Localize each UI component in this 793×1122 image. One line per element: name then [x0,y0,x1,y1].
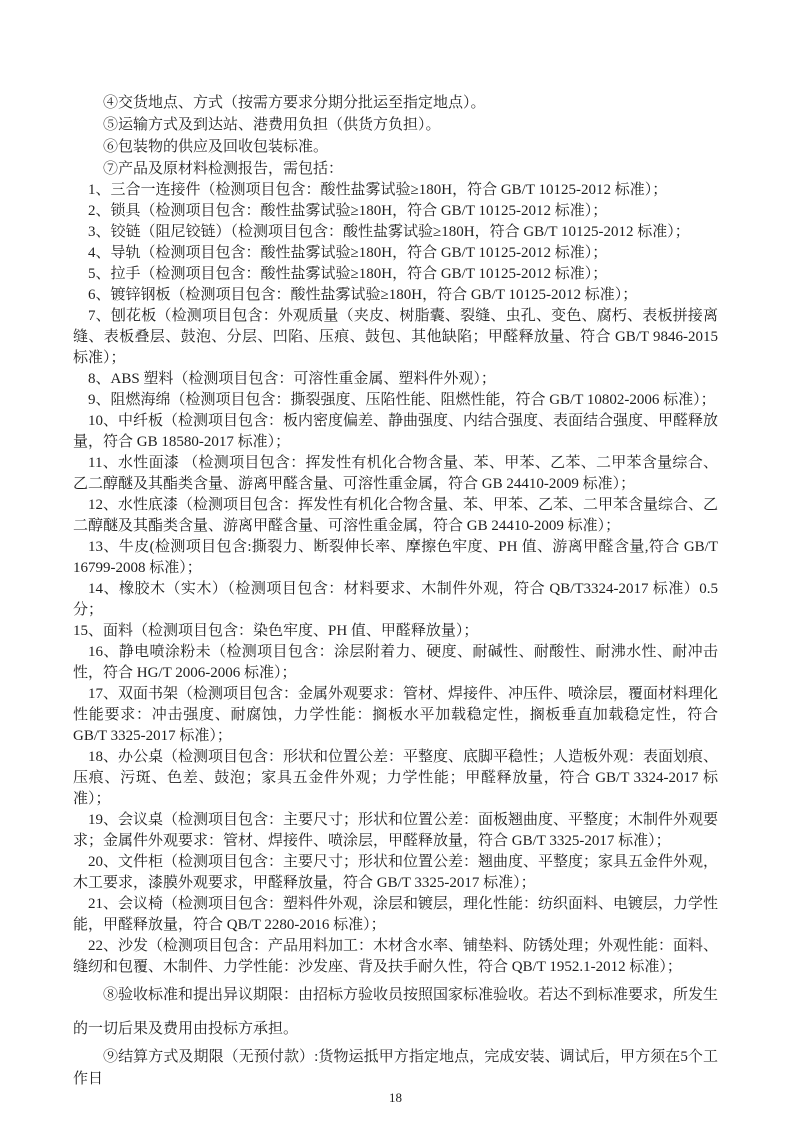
clause-transport-costs: ⑤运输方式及到达站、港费用负担（供货方负担）。 [103,117,441,133]
item-5-handles: 5、拉手（检测项目包含：酸性盐雾试验≥180H，符合 GB/T 10125-2012 标准）； [88,266,608,282]
item-9-flame-retardant-foam: 9、阻燃海绵（检测项目包含：撕裂强度、压陷性能、阻燃性能，符合 GB/T 10802-2006 标准）； [88,392,716,408]
item-2-locks: 2、锁具（检测项目包含：酸性盐雾试验≥180H，符合 GB/T 10125-2012 标准）； [88,203,608,219]
item-3-hinges: 3、铰链（阻尼铰链）（检测项目包含：酸性盐雾试验≥180H，符合 GB/T 10125-2012 标准）； [88,224,690,240]
clause-test-reports-heading: ⑦产品及原材料检测报告，需包括： [103,161,344,177]
item-6-galvanized-steel: 6、镀锌钢板（检测项目包含：酸性盐雾试验≥180H，符合 GB/T 10125-2012 标准）； [88,287,638,303]
page-number: 18 [389,1090,402,1105]
item-8-abs-plastic: 8、ABS 塑料（检测项目包含：可溶性重金属、塑料件外观）； [88,371,496,387]
item-20-file-cabinet: 20、文件柜（检测项目包含：主要尺寸；形状和位置公差：翘曲度、平整度；家具五金件外观，木工要求，漆膜外观要求，甲醛释放量，符合 GB/T 3325-2017 标准）； [73,854,719,891]
item-21-conference-chair: 21、会议椅（检测项目包含：塑料件外观，涂层和镀层，理化性能：纺织面料、电镀层，力学性能，甲醛释放量，符合 QB/T 2280-2016 标准）； [73,896,719,933]
item-7-particleboard: 7、刨花板（检测项目包含：外观质量（夹皮、树脂囊、裂缝、虫孔、变色、腐朽、表板拼接离缝、表板叠层、鼓泡、分层、凹陷、压痕、鼓包、其他缺陷；甲醛释放量、符合 GB/T 9846-2015 标准）； [73,308,718,366]
clause-settlement-terms: ⑨结算方式及期限（无预付款）:货物运抵甲方指定地点，完成安装、调试后，甲方须在5个工作日 [73,1049,718,1087]
item-19-conference-table: 19、会议桌（检测项目包含：主要尺寸；形状和位置公差：面板翘曲度、平整度；木制件外观要求；金属件外观要求：管材、焊接件、喷涂层，甲醛释放量，符合 GB/T 3325-2017 标准）； [73,812,719,849]
item-1-connectors: 1、三合一连接件（检测项目包含：酸性盐雾试验≥180H，符合 GB/T 10125-2012 标准）； [88,182,668,198]
clause-packaging: ⑥包装物的供应及回收包装标准。 [103,139,329,155]
item-18-office-desk: 18、办公桌（检测项目包含：形状和位置公差：平整度、底脚平稳性；人造板外观：表面划痕、压痕、污斑、色差、鼓泡；家具五金件外观；力学性能；甲醛释放量，符合 GB/T 3324-2017 标准）； [73,749,719,807]
item-22-sofa: 22、沙发（检测项目包含：产品用料加工：木材含水率、铺垫料、防锈处理；外观性能：面料、缝纫和包覆、木制件、力学性能：沙发座、背及扶手耐久性，符合 QB/T 1952.1-2012 标准）； [73,938,719,975]
item-11-waterborne-topcoat: 11、水性面漆 （检测项目包含：挥发性有机化合物含量、苯、甲苯、乙苯、二甲苯含量综合、乙二醇醚及其酯类含量、游离甲醛含量、可溶性重金属，符合 GB 24410-2009 标准）； [73,455,718,492]
clause-delivery-location: ④交货地点、方式（按需方要求分期分批运至指定地点）。 [103,95,486,111]
item-10-mdf-board: 10、中纤板（检测项目包含：板内密度偏差、静曲强度、内结合强度、表面结合强度、甲醛释放量，符合 GB 18580-2017 标准）； [73,413,719,450]
item-14-rubberwood: 14、橡胶木（实木）（检测项目包含：材料要求、木制件外观，符合 QB/T3324-2017 标准）0.5 分； [73,581,718,618]
item-16-electrostatic-powder: 16、静电喷涂粉未（检测项目包含：涂层附着力、硬度、耐碱性、耐酸性、耐沸水性、耐冲击性，符合 HG/T 2006-2006 标准）； [73,644,718,681]
clause-acceptance-standard: ⑧验收标准和提出异议期限：由招标方验收员按照国家标准验收。若达不到标准要求，所发生的一切后果及费用由投标方承担。 [73,987,719,1037]
item-4-slides: 4、导轨（检测项目包含：酸性盐雾试验≥180H，符合 GB/T 10125-2012 标准）； [88,245,608,261]
item-15-fabric: 15、面料（检测项目包含：染色牢度、PH 值、甲醛释放量）； [73,623,479,639]
item-13-cowhide: 13、牛皮(检测项目包含:撕裂力、断裂伸长率、摩擦色牢度、PH 值、游离甲醛含量,符合 GB/T 16799-2008 标准）； [73,539,718,576]
item-17-double-sided-bookshelf: 17、双面书架（检测项目包含：金属外观要求：管材、焊接件、冲压件、喷涂层，覆面材料理化性能要求：冲击强度、耐腐蚀，力学性能：搁板水平加载稳定性，搁板垂直加载稳定性，符合 GB/T 3325-2017 标准）； [73,686,719,744]
item-12-waterborne-primer: 12、水性底漆（检测项目包含：挥发性有机化合物含量、苯、甲苯、乙苯、二甲苯含量综合、乙二醇醚及其酯类含量、游离甲醛含量、可溶性重金属，符合 GB 24410-2009 标准）； [73,497,719,534]
